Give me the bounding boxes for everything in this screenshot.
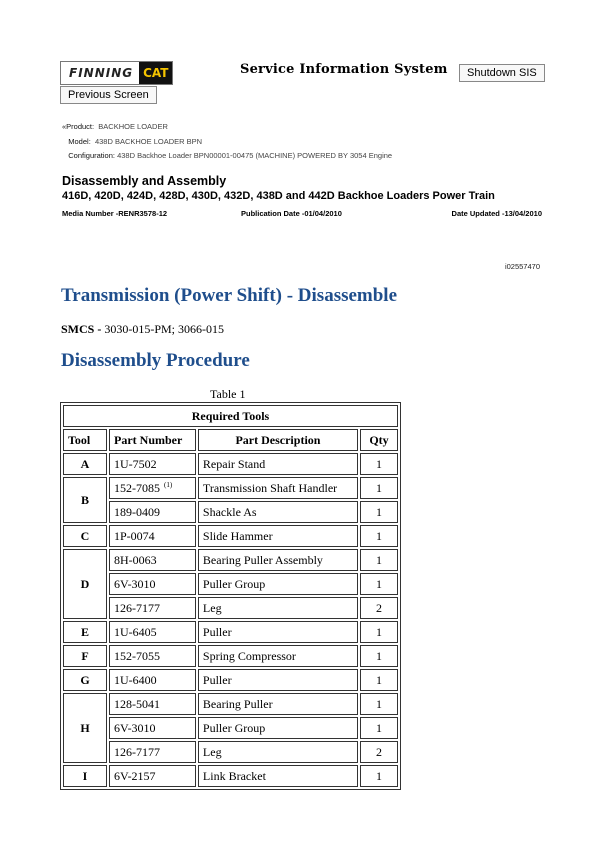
part-number-cell	[109, 765, 196, 787]
table-row	[63, 573, 398, 595]
part-number: 1P-0074	[114, 528, 155, 543]
shutdown-sis-button[interactable]: Shutdown SIS	[459, 64, 545, 82]
table-row	[63, 525, 398, 547]
table-row	[63, 621, 398, 643]
part-number-cell	[109, 717, 196, 739]
quantity: 1	[360, 525, 398, 547]
product-meta	[62, 120, 392, 164]
part-number: 152-7055	[114, 648, 160, 663]
table-row	[63, 765, 398, 787]
part-number-cell	[109, 645, 196, 667]
column-header-tool: Tool	[63, 429, 107, 451]
part-number-cell	[109, 525, 196, 547]
publication-info	[62, 209, 542, 221]
part-description: Leg	[198, 741, 358, 763]
model-value: 438D BACKHOE LOADER BPN	[94, 136, 203, 146]
table-row	[63, 453, 398, 475]
page-title: Transmission (Power Shift) - Disassemble	[61, 285, 398, 306]
tools-table-body	[63, 453, 398, 787]
tool-letter: B	[63, 477, 107, 523]
part-number-cell	[109, 597, 196, 619]
previous-screen-button[interactable]: Previous Screen	[60, 86, 157, 104]
model-label: Model:	[68, 136, 91, 146]
tool-letter: D	[63, 549, 107, 619]
model-row	[62, 135, 392, 150]
configuration-label: Configuration:	[68, 151, 115, 160]
part-description: Spring Compressor	[198, 645, 358, 667]
logo-text: FINNING	[69, 66, 134, 80]
part-number: 8H-0063	[114, 552, 157, 567]
part-description: Shackle As	[198, 501, 358, 523]
part-description: Bearing Puller Assembly	[198, 549, 358, 571]
part-number: 152-7085	[114, 480, 160, 495]
part-description: Puller	[198, 621, 358, 643]
footnote-reference[interactable]: (1)	[164, 480, 173, 489]
tool-letter: H	[63, 693, 107, 763]
table-heading-row	[63, 405, 398, 427]
quantity: 1	[360, 573, 398, 595]
table-row	[63, 669, 398, 691]
column-header-part-description: Part Description	[198, 429, 358, 451]
part-number: 1U-7502	[114, 456, 157, 471]
document-models: 416D, 420D, 424D, 428D, 430D, 432D, 438D and 442D Backhoe Loaders Power Train	[62, 190, 495, 202]
table-row	[63, 477, 398, 499]
media-number: Media Number -RENR3578-12	[62, 209, 168, 218]
part-number: 189-0409	[114, 504, 160, 519]
part-number: 126-7177	[114, 600, 160, 615]
quantity: 1	[360, 717, 398, 739]
smcs-label: SMCS -	[61, 322, 105, 336]
table-row	[63, 501, 398, 523]
product-value: BACKHOE LOADER	[98, 122, 168, 131]
part-number: 6V-3010	[114, 720, 156, 735]
part-number: 6V-3010	[114, 576, 156, 591]
table-row	[63, 597, 398, 619]
table-row	[63, 549, 398, 571]
quantity: 1	[360, 477, 398, 499]
tool-letter: I	[63, 765, 107, 787]
part-description: Bearing Puller	[198, 693, 358, 715]
quantity: 1	[360, 621, 398, 643]
table-row	[63, 741, 398, 763]
quantity: 1	[360, 765, 398, 787]
part-number-cell	[109, 453, 196, 475]
smcs-value: 3030-015-PM; 3066-015	[104, 322, 225, 336]
column-header-qty: Qty	[360, 429, 398, 451]
part-description: Puller	[198, 669, 358, 691]
quantity: 1	[360, 693, 398, 715]
required-tools-table	[60, 402, 401, 790]
sis-header	[60, 58, 540, 108]
part-number-cell	[109, 549, 196, 571]
part-number: 1U-6400	[114, 672, 157, 687]
part-number: 6V-2157	[114, 768, 156, 783]
smcs-line	[61, 322, 224, 337]
part-description: Link Bracket	[198, 765, 358, 787]
part-description: Transmission Shaft Handler	[198, 477, 358, 499]
quantity: 1	[360, 453, 398, 475]
tool-letter: F	[63, 645, 107, 667]
back-arrow-icon[interactable]: «	[62, 122, 67, 131]
tool-letter: E	[63, 621, 107, 643]
table-caption: Table 1	[210, 387, 246, 401]
quantity: 1	[360, 645, 398, 667]
part-number-cell	[109, 501, 196, 523]
configuration-row	[62, 149, 392, 164]
tool-letter: A	[63, 453, 107, 475]
publication-date: Publication Date -01/04/2010	[241, 209, 342, 218]
column-header-part-number: Part Number	[109, 429, 196, 451]
configuration-value: 438D Backhoe Loader BPN00001-00475 (MACHINE) POWERED BY 3054 Engine	[117, 151, 393, 160]
part-number-cell	[109, 477, 196, 499]
table-row	[63, 645, 398, 667]
part-number: 126-7177	[114, 744, 160, 759]
part-number: 128-5041	[114, 696, 160, 711]
part-description: Puller Group	[198, 717, 358, 739]
quantity: 1	[360, 501, 398, 523]
table-row	[63, 693, 398, 715]
part-number-cell	[109, 621, 196, 643]
section-title: Disassembly Procedure	[61, 350, 250, 371]
date-updated: Date Updated -13/04/2010	[451, 209, 542, 218]
quantity: 1	[360, 669, 398, 691]
part-number-cell	[109, 693, 196, 715]
tool-letter: C	[63, 525, 107, 547]
part-number: 1U-6405	[114, 624, 157, 639]
part-description: Repair Stand	[198, 453, 358, 475]
table-heading: Required Tools	[63, 405, 398, 427]
part-description: Puller Group	[198, 573, 358, 595]
document-ref-id: i02557470	[504, 262, 540, 271]
table-column-header-row	[63, 429, 398, 451]
part-number-cell	[109, 573, 196, 595]
document-header	[62, 174, 542, 221]
document-kind: Disassembly and Assembly	[62, 174, 227, 188]
tool-letter: G	[63, 669, 107, 691]
quantity: 2	[360, 741, 398, 763]
system-title: Service Information System	[240, 62, 448, 77]
quantity: 1	[360, 549, 398, 571]
part-number-cell	[109, 669, 196, 691]
table-row	[63, 717, 398, 739]
part-description: Leg	[198, 597, 358, 619]
part-number-cell	[109, 741, 196, 763]
cat-logo-mark: CAT	[139, 62, 172, 84]
part-description: Slide Hammer	[198, 525, 358, 547]
product-label: Product:	[66, 122, 95, 131]
quantity: 2	[360, 597, 398, 619]
finning-cat-logo	[60, 61, 173, 85]
product-row	[62, 120, 392, 135]
